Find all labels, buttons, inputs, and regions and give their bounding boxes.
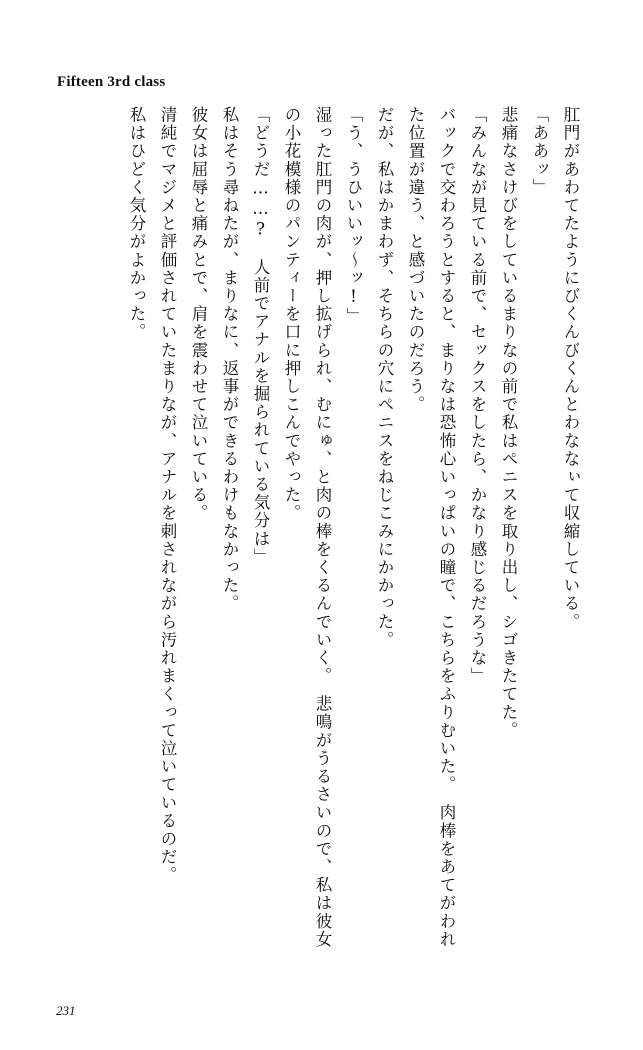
page-number: 231 — [56, 1003, 76, 1018]
paragraph: 肛門があわてたようにびくんびくんとわななぃて収縮している。 — [561, 106, 580, 631]
paragraph: 「どうだ……? 人前でアナルを掘られている気分は」 — [251, 106, 270, 566]
paragraph: 「みんなが見ている前で、セックスをしたら、かなり感じるだろうな」 — [468, 106, 487, 686]
paragraph: 彼女は屈辱と痛みとで、肩を震わせて泣いている。 — [189, 106, 208, 523]
paragraph: 私はひどく気分がよかった。 — [127, 106, 146, 342]
page-header-title: Fifteen 3rd class — [57, 74, 166, 90]
paragraph: 「ああッ」 — [530, 106, 549, 197]
paragraph: 私はそう尋ねたが、まりなに、返事ができるわけもなかった。 — [220, 106, 239, 613]
paragraph: バックで交わろうとすると、まりなは恐怖心いっぱいの瞳で、こちらをふりむいた。 肉棒をあてがわれた位置が違う、と感づいたのだろう。 — [406, 106, 456, 949]
paragraph: 湿った肛門の肉が、押し拡げられ、むにゅ、と肉の棒をくるんでいく。 悲鳴がうるさいので、私は彼女の小花模様のパンティーを口に押しこんでやった。 — [282, 106, 332, 949]
paragraph: 清純でマジメと評価されていたまりなが、アナルを刺されながら汚れまくって泣いているのだ。 — [158, 106, 177, 885]
paragraph: 悲痛なさけびをしているまりなの前で私はペニスを取り出し、シゴきたてた。 — [499, 106, 518, 740]
body-text — [46, 106, 586, 966]
paragraph: だが、私はかまわず、そちらの穴にペニスをねじこみにかかった。 — [375, 106, 394, 649]
paragraph: 「う、うひいいッ～ッ!」 — [344, 106, 363, 326]
